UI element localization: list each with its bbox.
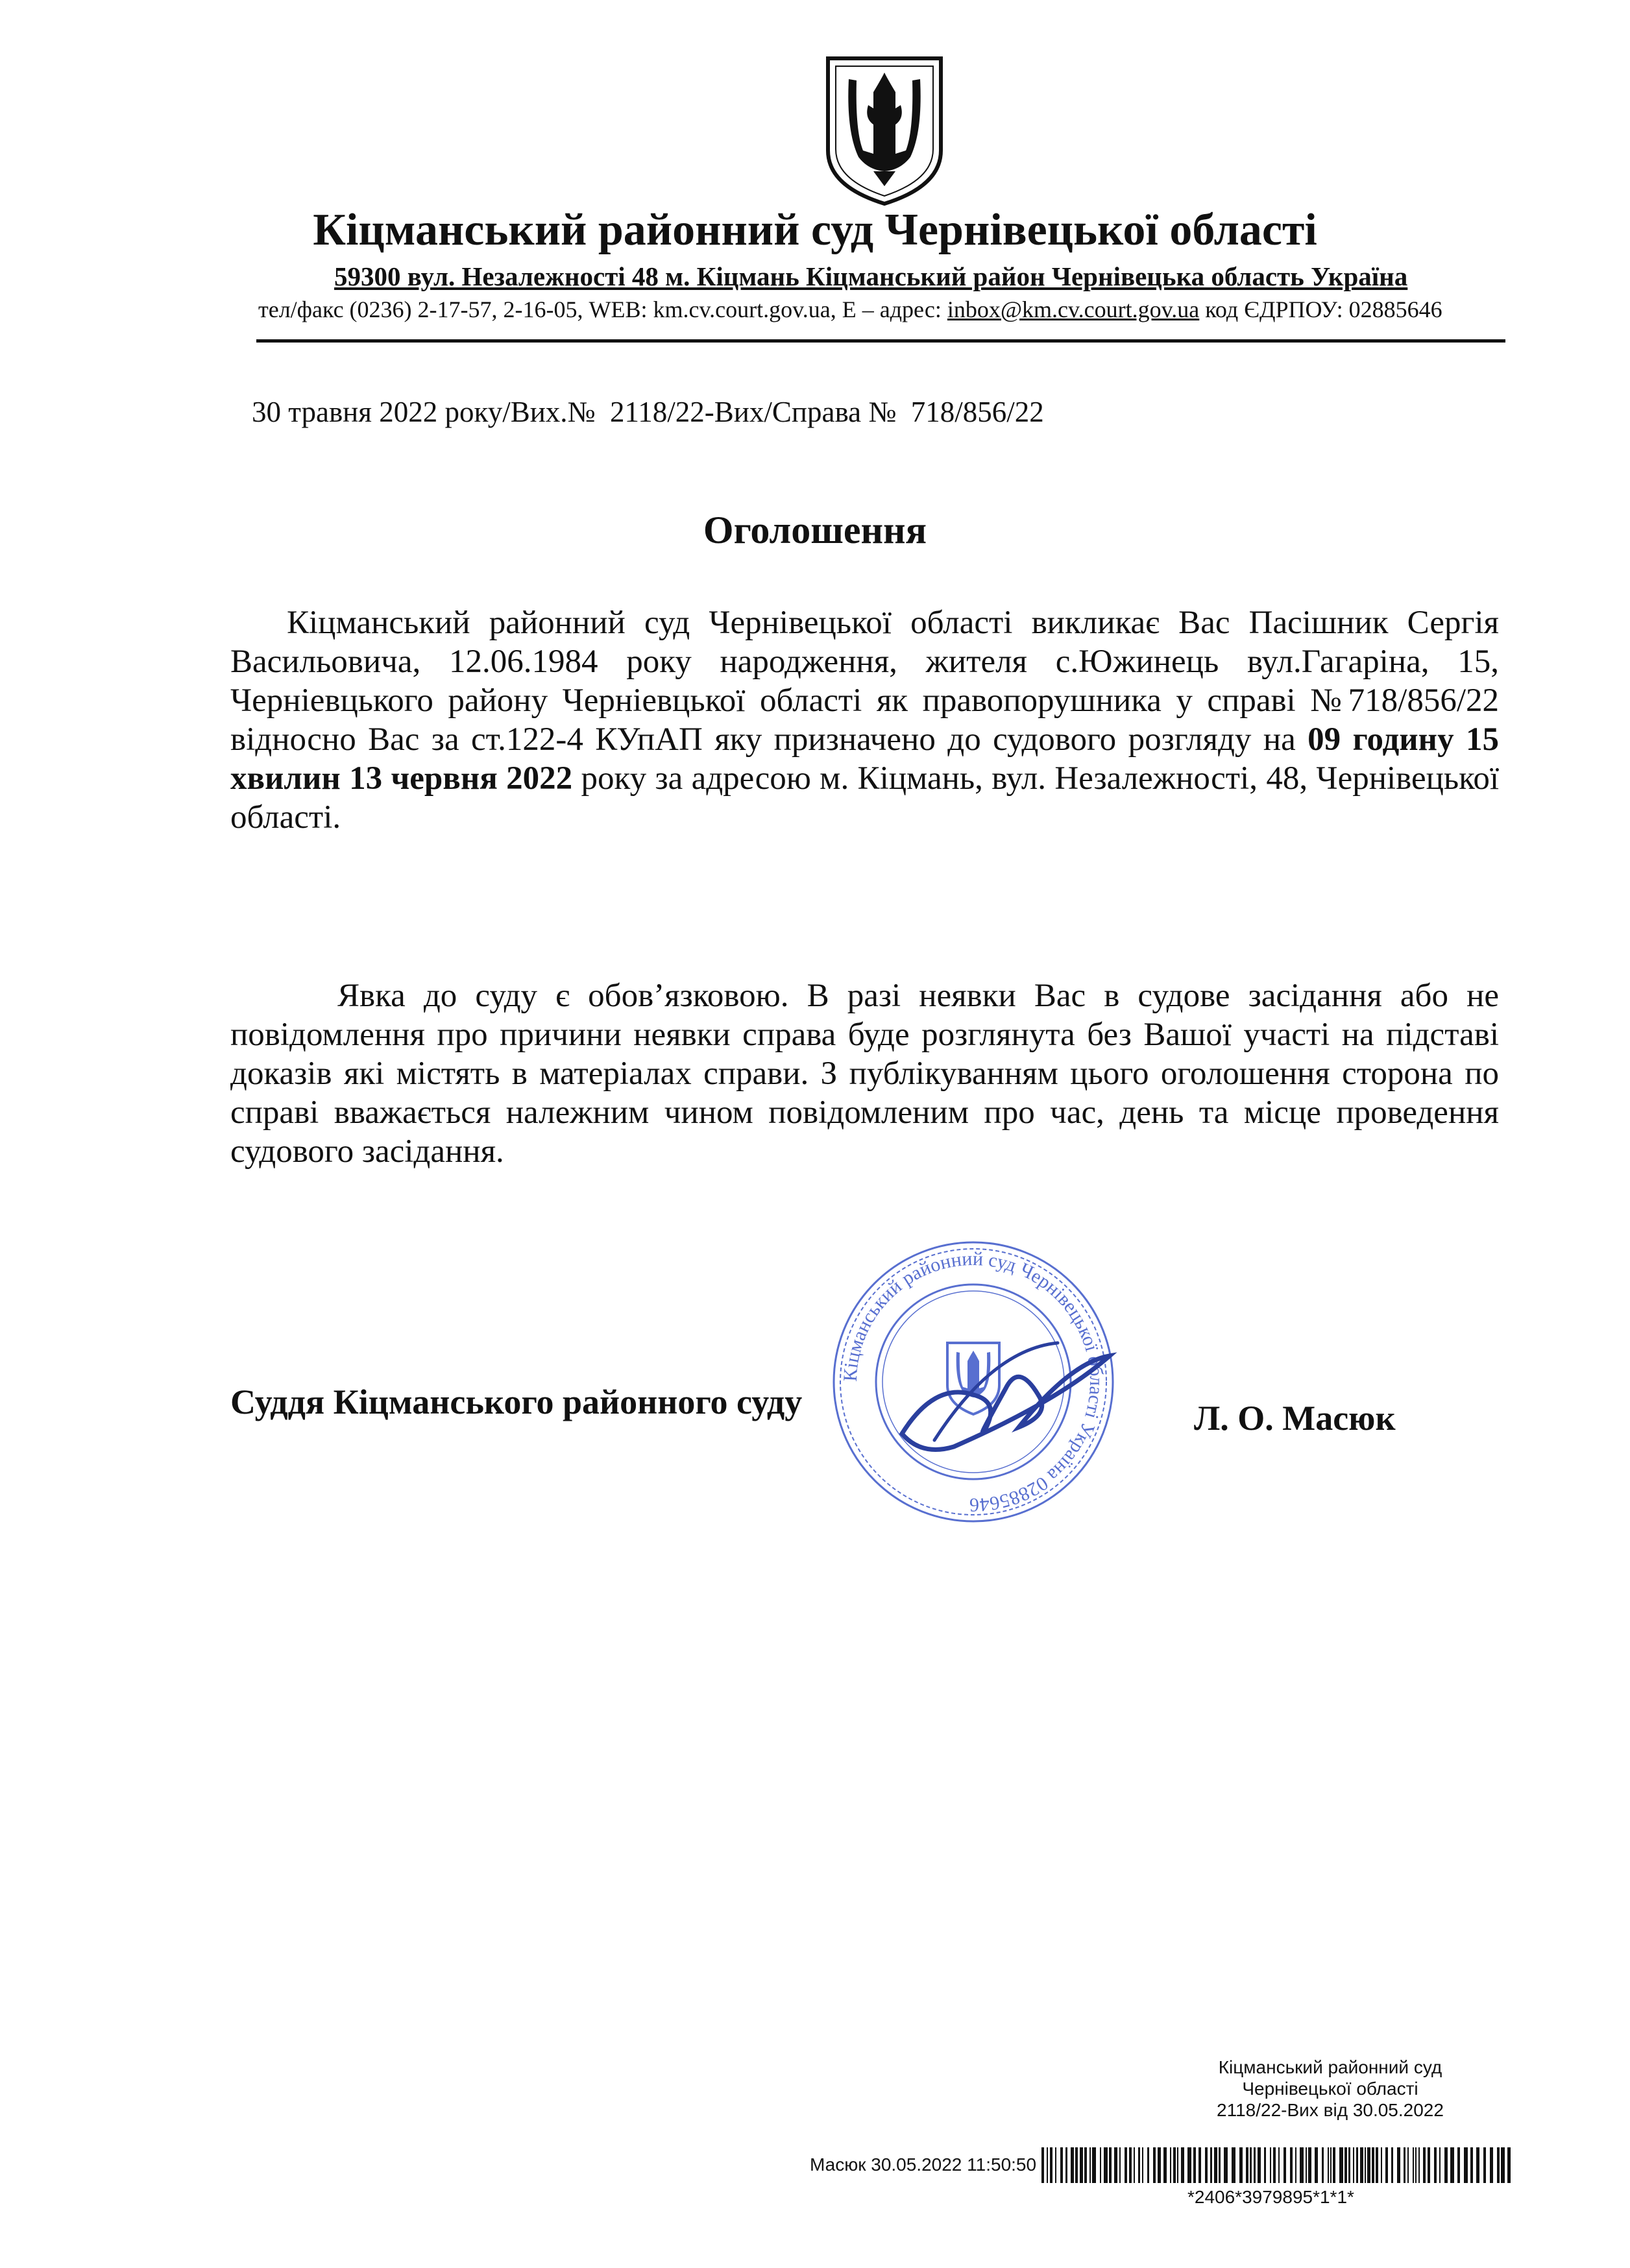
court-seal-icon	[824, 1233, 1123, 1531]
summons-text-end: року за адресою м. Кіцмань, вул. Незалежності, 48, Чернівецької області.	[230, 760, 1499, 836]
header-rule	[256, 339, 1505, 343]
registration-court: Кіцманський районний суд	[1218, 2057, 1442, 2077]
registration-stamp	[1142, 2057, 1518, 2121]
email-link[interactable]: inbox@km.cv.court.gov.ua	[947, 296, 1200, 322]
court-contacts	[258, 295, 1442, 324]
court-address: 59300 вул. Незалежності 48 м. Кіцмань Кіцманський район Чернівецька область Україна	[334, 261, 1408, 291]
registration-number: 2118/22-Вих від 30.05.2022	[1217, 2100, 1444, 2120]
registration-region: Чернівецької області	[1242, 2079, 1418, 2099]
barcode-icon	[1041, 2147, 1515, 2183]
edrpou-code: код ЄДРПОУ: 02885646	[1199, 296, 1442, 322]
summons-paragraph	[230, 603, 1499, 837]
judge-name: Л. О. Масюк	[1194, 1399, 1396, 1438]
summons-text-start: Кіцманський районний суд Чернівецької області викликає Вас Пасішник Сергія Васильовича, 12.06.1984 року народження, жителя с.Южинець вул.Гагаріна, 15, Черніевцького району Черніевцької області як правопорушника у справі №718/856/22 відносно Вас за ст.122-4 КУпАП яку призначено до судового розгляду на	[230, 605, 1499, 758]
document-title: Оголошення	[703, 509, 927, 551]
barcode-text: *2406*3979895*1*1*	[1187, 2187, 1354, 2207]
contacts-text: тел/факс (0236) 2-17-57, 2-16-05, WEB: km.cv.court.gov.ua, E – адрес:	[258, 296, 947, 322]
judge-title: Суддя Кіцманського районного суду	[230, 1382, 803, 1421]
outgoing-reference: 30 травня 2022 року/Вих.№ 2118/22-Вих/Справа № 718/856/22	[252, 396, 1044, 428]
trident-emblem-icon	[823, 53, 946, 209]
registration-signer: Масюк 30.05.2022 11:50:50	[810, 2154, 1037, 2175]
seal-text: Кіцманський районний суд Чернівецької області Україна 02885646	[839, 1248, 1108, 1516]
attendance-paragraph: Явка до суду є обов’язковою. В разі неявки Вас в судове засідання або не повідомлення про причини неявки справа буде розглянута без Вашої участі на підставі доказів які містять в матеріалах справи. З публікуванням цього оголошення сторона по справі вважається належним чином повідомленим про час, день та місце проведення судового засідання.	[230, 978, 1499, 1170]
hearing-datetime: 09 годину 15 хвилин 13 червня 2022	[230, 721, 1499, 797]
court-name: Кіцманський районний суд Чернівецької області	[313, 205, 1317, 255]
